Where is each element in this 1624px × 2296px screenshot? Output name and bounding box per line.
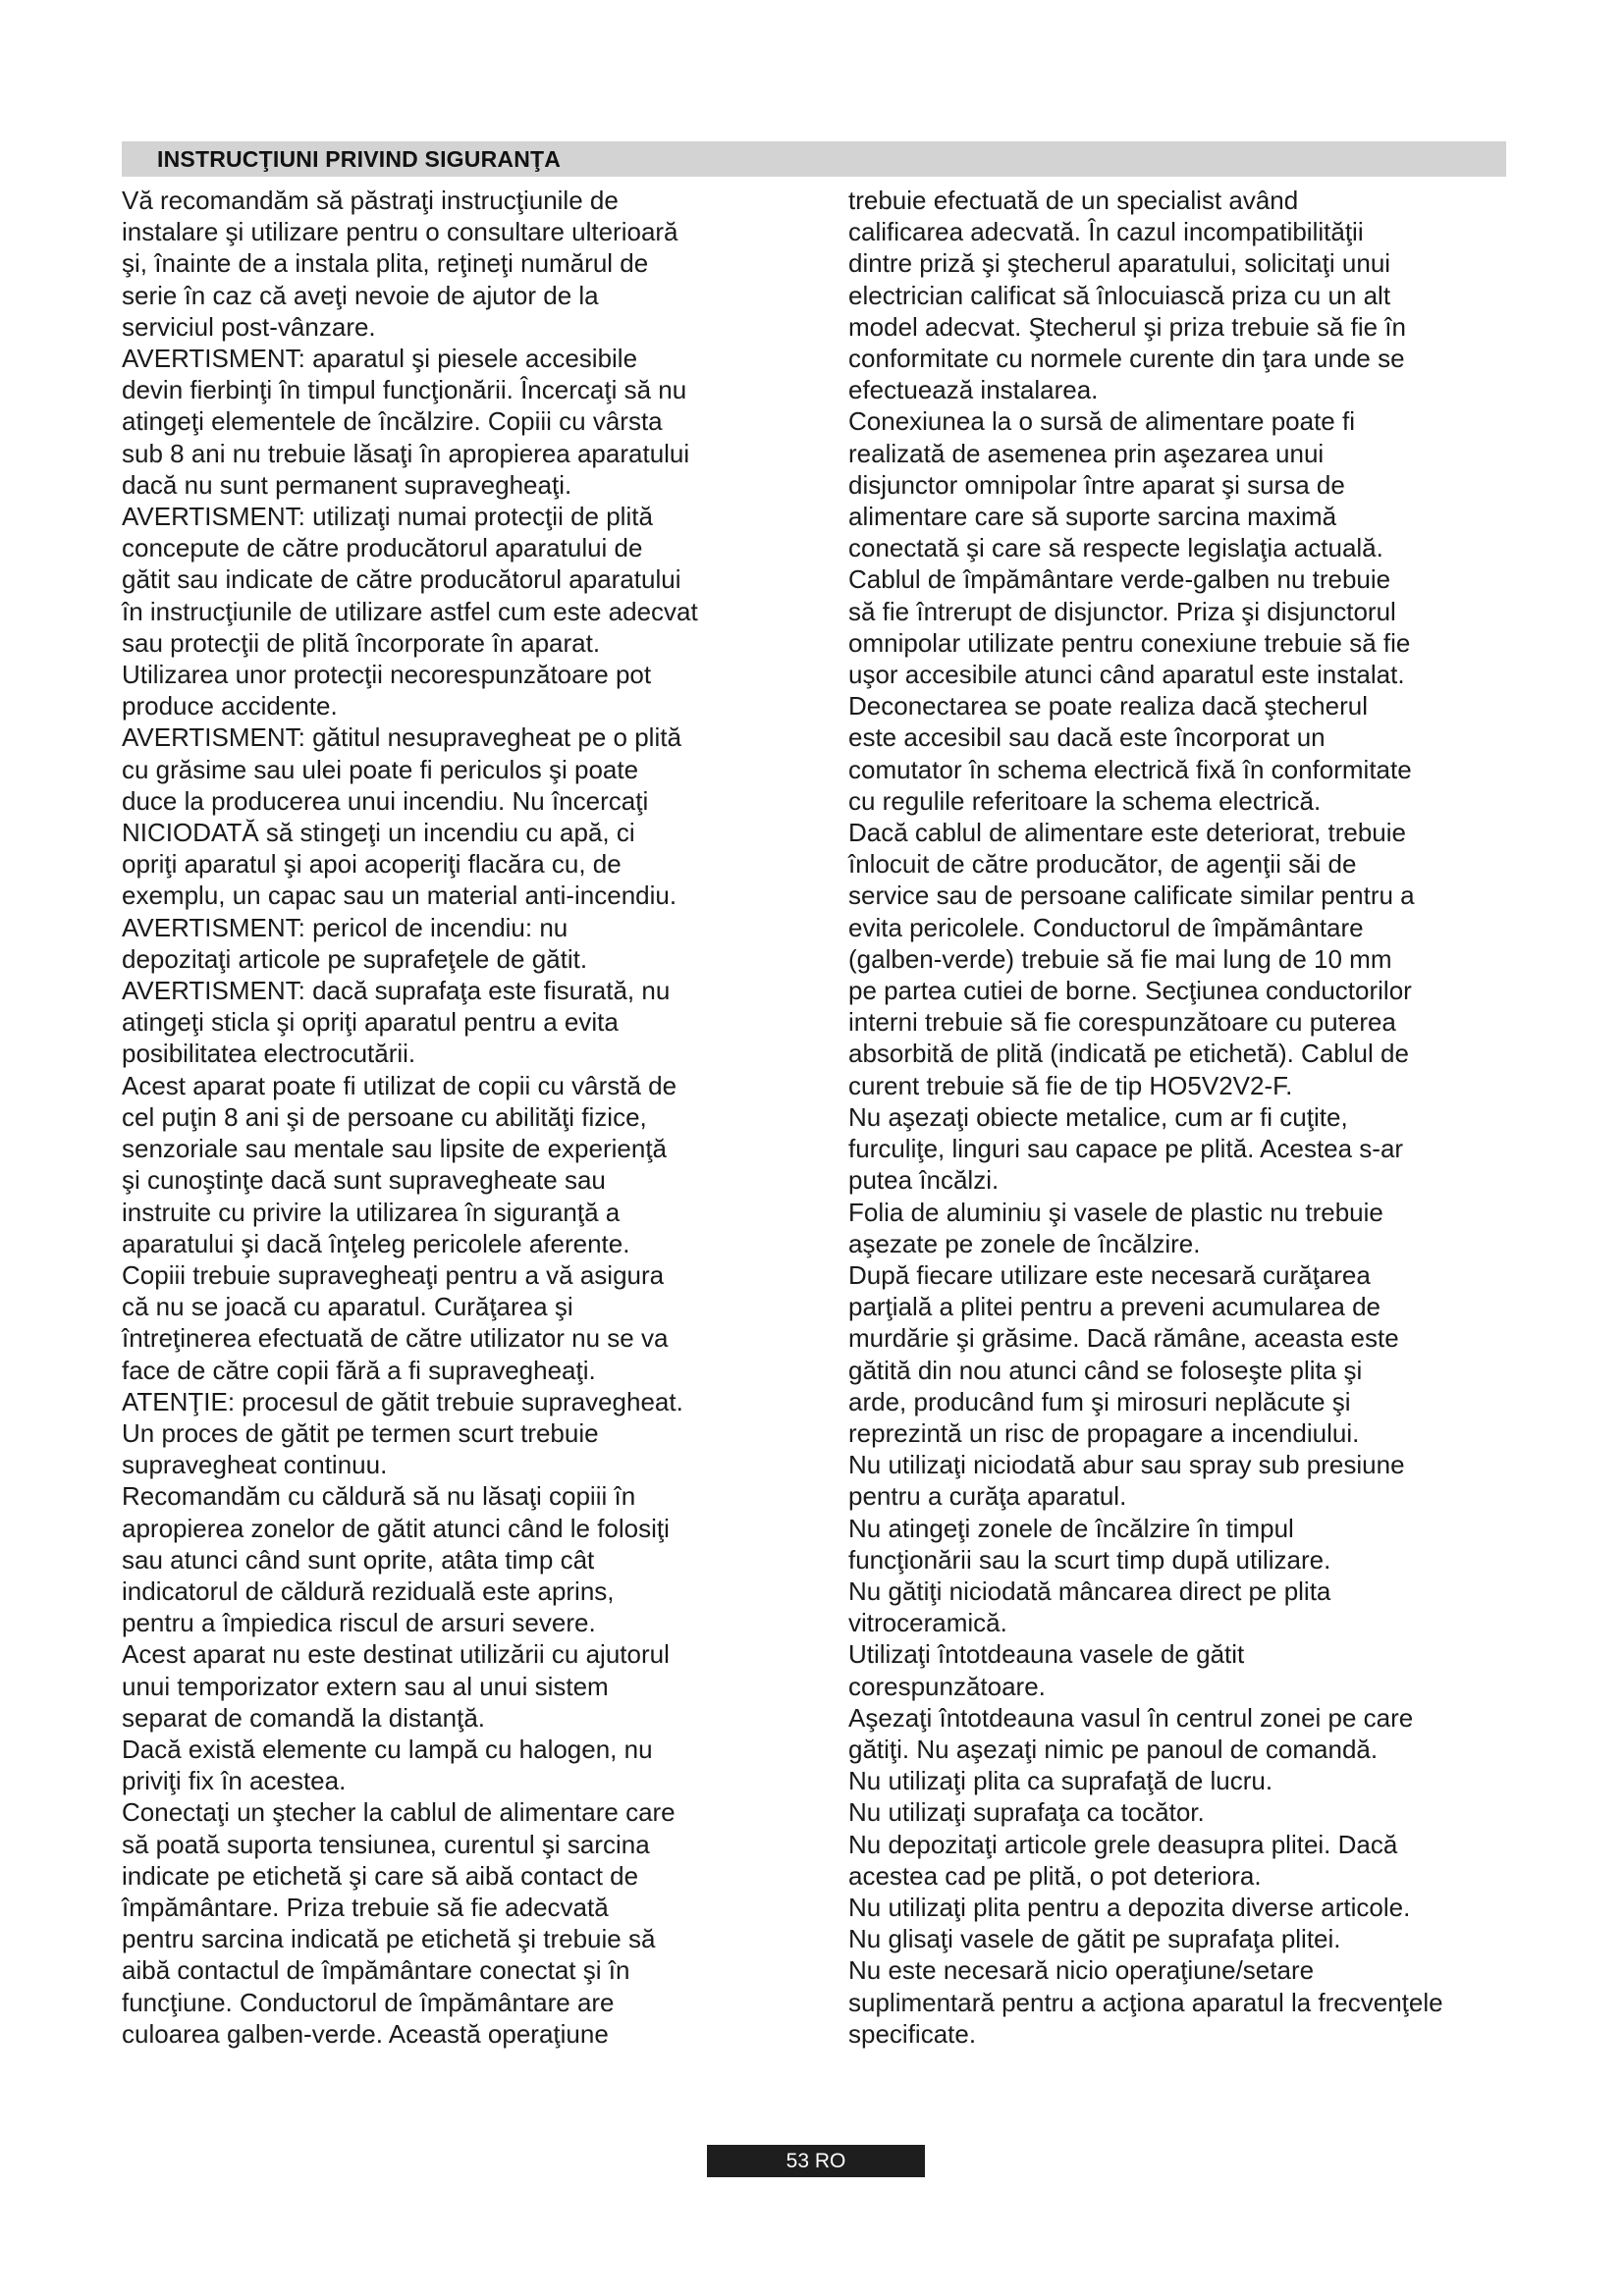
text-line: evita pericolele. Conductorul de împământare (848, 912, 1364, 942)
text-line: Cablul de împământare verde-galben nu trebuie (848, 564, 1391, 595)
text-line: unui temporizator extern sau al unui sistem (122, 1671, 609, 1701)
text-line: Aşezaţi întotdeauna vasul în centrul zonei pe care (848, 1702, 1414, 1733)
text-line: (galben-verde) trebuie să fie mai lung de 10 mm (848, 943, 1392, 974)
text-line: şi cunoştinţe dacă sunt supravegheate sau (122, 1165, 606, 1196)
text-line: Nu este necesară nicio operaţiune/setare (848, 1955, 1315, 1986)
text-line: Nu utilizaţi plita ca suprafaţă de lucru. (848, 1766, 1273, 1796)
text-line: disjunctor omnipolar între aparat şi sursa de (848, 469, 1345, 500)
text-line: model adecvat. Ştecherul şi priza trebuie să fie în (848, 311, 1406, 342)
text-line: indicate pe etichetă şi care să aibă contact de (122, 1860, 639, 1891)
text-line: atingeţi elementele de încălzire. Copiii cu vârsta (122, 406, 663, 437)
text-line: curent trebuie să fie de tip HO5V2V2-F. (848, 1070, 1293, 1100)
text-line: senzoriale sau mentale sau lipsite de experienţă (122, 1134, 668, 1164)
text-line: suplimentară pentru a acţiona aparatul la frecvenţele (848, 1987, 1443, 2017)
text-line: Acest aparat nu este destinat utilizării cu ajutorul (122, 1639, 670, 1670)
text-line: acestea cad pe plită, o pot deteriora. (848, 1860, 1262, 1891)
text-line: Nu gătiţi niciodată mâncarea direct pe plita (848, 1575, 1331, 1606)
text-line: realizată de asemenea prin aşezarea unui (848, 438, 1325, 468)
text-line: Vă recomandăm să păstraţi instrucţiunile de (122, 186, 619, 215)
text-line: alimentare care să suporte sarcina maximă (848, 502, 1337, 532)
left-text-column (122, 185, 809, 2050)
text-line: vitroceramică. (848, 1608, 1007, 1638)
text-line: să fie întrerupt de disjunctor. Priza şi disjunctorul (848, 596, 1396, 626)
text-line: omnipolar utilizate pentru conexiune trebuie să fie (848, 627, 1411, 658)
text-line: devin fierbinţi în timpul funcţionării. Încercaţi să nu (122, 375, 687, 405)
text-line: parţială a plitei pentru a preveni acumularea de (848, 1292, 1381, 1322)
text-line: service sau de persoane calificate similar pentru a (848, 881, 1415, 911)
text-line: Folia de aluminiu şi vasele de plastic nu trebuie (848, 1197, 1383, 1227)
text-line: AVERTISMENT: dacă suprafaţa este fisurată, nu (122, 976, 671, 1006)
page-number-box (707, 2145, 925, 2177)
text-line: pentru sarcina indicată pe etichetă şi trebuie să (122, 1924, 656, 1954)
section-title: INSTRUCŢIUNI PRIVIND SIGURANŢA (157, 146, 562, 172)
text-line: uşor accesibile atunci când aparatul este instalat. (848, 660, 1405, 690)
text-line: exemplu, un capac sau un material anti-incendiu. (122, 881, 677, 911)
text-line: efectuează instalarea. (848, 375, 1099, 405)
text-line: sau protecţii de plită încorporate în aparat. (122, 627, 601, 658)
text-line: posibilitatea electrocutării. (122, 1039, 416, 1069)
text-line: indicatorul de căldură reziduală este aprins, (122, 1575, 615, 1606)
text-line: pe partea cutiei de borne. Secţiunea conductorilor (848, 976, 1412, 1006)
text-line: duce la producerea unui incendiu. Nu încercaţi (122, 785, 649, 816)
text-line: instruite cu privire la utilizarea în siguranţă a (122, 1197, 621, 1227)
text-line: Conectaţi un ştecher la cablul de alimentare care (122, 1797, 676, 1828)
text-line: Un proces de gătit pe termen scurt trebuie (122, 1417, 599, 1448)
right-text-column (848, 185, 1536, 2050)
text-line: serviciul post-vânzare. (122, 311, 376, 342)
text-line: culoarea galben-verde. Această operaţiune (122, 2018, 609, 2049)
text-line: Dacă există elemente cu lampă cu halogen, nu (122, 1734, 653, 1764)
text-line: atingeţi sticla şi opriţi aparatul pentru a evita (122, 1007, 619, 1038)
text-line: produce accidente. (122, 691, 338, 721)
text-line: sau atunci când sunt oprite, atâta timp cât (122, 1544, 595, 1575)
text-line: Copiii trebuie supravegheaţi pentru a vă asigura (122, 1259, 665, 1290)
text-line: calificarea adecvată. În cazul incompatibilităţii (848, 217, 1364, 247)
text-line: funcţionării sau la scurt timp după utilizare. (848, 1544, 1331, 1575)
text-line: putea încălzi. (848, 1165, 1000, 1196)
text-line: pentru a curăţa aparatul. (848, 1481, 1127, 1512)
text-line: Utilizaţi întotdeauna vasele de gătit (848, 1639, 1245, 1670)
page-number: 53 RO (785, 2150, 846, 2172)
text-line: cel puţin 8 ani şi de persoane cu abilităţi fizice, (122, 1101, 647, 1132)
text-line: trebuie efectuată de un specialist având (848, 186, 1299, 215)
text-line: întreţinerea efectuată de către utilizator nu se va (122, 1323, 669, 1354)
text-line: absorbită de plită (indicată pe etichetă). Cablul de (848, 1039, 1409, 1069)
text-line: Nu utilizaţi plita pentru a depozita diverse articole. (848, 1892, 1411, 1922)
text-line: concepute de către producătorul aparatului de (122, 533, 643, 563)
text-line: opriţi aparatul şi apoi acoperiţi flacăra cu, de (122, 849, 622, 880)
text-line: interni trebuie să fie corespunzătoare cu puterea (848, 1007, 1396, 1038)
text-line: Nu utilizaţi suprafaţa ca tocător. (848, 1797, 1205, 1828)
text-line: Nu utilizaţi niciodată abur sau spray sub presiune (848, 1450, 1405, 1480)
text-line: să poată suporta tensiunea, curentul şi sarcina (122, 1829, 650, 1859)
text-line: furculiţe, linguri sau capace pe plită. Acestea s-ar (848, 1134, 1404, 1164)
text-line: conformitate cu normele curente din ţara unde se (848, 344, 1405, 374)
text-line: instalare şi utilizare pentru o consultare ulterioară (122, 217, 678, 247)
text-line: Acest aparat poate fi utilizat de copii cu vârstă de (122, 1070, 677, 1100)
text-line: separat de comandă la distanţă. (122, 1702, 486, 1733)
text-line: depozitaţi articole pe suprafeţele de gătit. (122, 943, 588, 974)
text-line: comutator în schema electrică fixă în conformitate (848, 754, 1412, 784)
text-line: aibă contactul de împământare conectat şi în (122, 1955, 630, 1986)
text-line: Deconectarea se poate realiza dacă ştecherul (848, 691, 1368, 721)
text-line: supravegheat continuu. (122, 1450, 388, 1480)
text-line: specificate. (848, 2018, 977, 2049)
text-line: Utilizarea unor protecţii necorespunzătoare pot (122, 660, 652, 690)
text-line: dintre priză şi ştecherul aparatului, solicitaţi unui (848, 248, 1391, 279)
text-line: pentru a împiedica riscul de arsuri severe. (122, 1608, 596, 1638)
text-line: electrician calificat să înlocuiască priza cu un alt (848, 280, 1391, 310)
text-line: apropierea zonelor de gătit atunci când le folosiţi (122, 1513, 670, 1543)
section-header-bar (122, 141, 1506, 177)
text-line: reprezintă un risc de propagare a incendiului. (848, 1417, 1360, 1448)
text-line: corespunzătoare. (848, 1671, 1046, 1701)
text-line: înlocuit de către producător, de agenţii săi de (848, 849, 1357, 880)
text-line: gătit sau indicate de către producătorul aparatului (122, 564, 681, 595)
text-line: AVERTISMENT: gătitul nesupravegheat pe o plită (122, 722, 681, 753)
text-line: Nu glisaţi vasele de gătit pe suprafaţa plitei. (848, 1924, 1341, 1954)
text-line: gătiţi. Nu aşezaţi nimic pe panoul de comandă. (848, 1734, 1379, 1764)
text-line: arde, producând fum şi mirosuri neplăcute şi (848, 1386, 1351, 1416)
text-line: aşezate pe zonele de încălzire. (848, 1228, 1201, 1258)
text-line: dacă nu sunt permanent supravegheaţi. (122, 469, 572, 500)
text-line: Nu aşezaţi obiecte metalice, cum ar fi cuţite, (848, 1101, 1348, 1132)
text-line: gătită din nou atunci când se foloseşte plita şi (848, 1355, 1363, 1385)
text-line: este accesibil sau dacă este încorporat un (848, 722, 1326, 753)
text-line: murdărie şi grăsime. Dacă rămâne, aceasta este (848, 1323, 1399, 1354)
text-line: cu grăsime sau ulei poate fi periculos şi poate (122, 754, 639, 784)
text-line: conectată şi care să respecte legislaţia actuală. (848, 533, 1383, 563)
text-line: aparatului şi dacă înţeleg pericolele aferente. (122, 1228, 630, 1258)
text-line: ATENŢIE: procesul de gătit trebuie supravegheat. (122, 1386, 683, 1416)
text-line: Recomandăm cu căldură să nu lăsaţi copiii în (122, 1481, 636, 1512)
text-line: Dacă cablul de alimentare este deteriorat, trebuie (848, 818, 1406, 848)
text-line: şi, înainte de a instala plita, reţineţi numărul de (122, 248, 649, 279)
text-line: Nu atingeţi zonele de încălzire în timpul (848, 1513, 1294, 1543)
text-line: face de către copii fără a fi supravegheaţi. (122, 1355, 596, 1385)
text-line: serie în caz că aveţi nevoie de ajutor de la (122, 280, 599, 310)
text-line: AVERTISMENT: pericol de incendiu: nu (122, 912, 568, 942)
text-line: că nu se joacă cu aparatul. Curăţarea şi (122, 1292, 573, 1322)
text-line: AVERTISMENT: utilizaţi numai protecţii de plită (122, 502, 653, 532)
text-line: priviţi fix în acestea. (122, 1766, 347, 1796)
text-line: împământare. Priza trebuie să fie adecvată (122, 1892, 609, 1922)
text-line: NICIODATĂ să stingeţi un incendiu cu apă, ci (122, 818, 635, 848)
text-line: AVERTISMENT: aparatul şi piesele accesibile (122, 344, 638, 374)
text-line: funcţiune. Conductorul de împământare are (122, 1987, 615, 2017)
text-line: sub 8 ani nu trebuie lăsaţi în apropierea aparatului (122, 438, 690, 468)
text-line: în instrucţiunile de utilizare astfel cum este adecvat (122, 596, 698, 626)
text-line: După fiecare utilizare este necesară curăţarea (848, 1259, 1371, 1290)
text-line: Conexiunea la o sursă de alimentare poate fi (848, 406, 1355, 437)
text-line: cu regulile referitoare la schema electrică. (848, 785, 1322, 816)
text-line: Nu depozitaţi articole grele deasupra plitei. Dacă (848, 1829, 1398, 1859)
